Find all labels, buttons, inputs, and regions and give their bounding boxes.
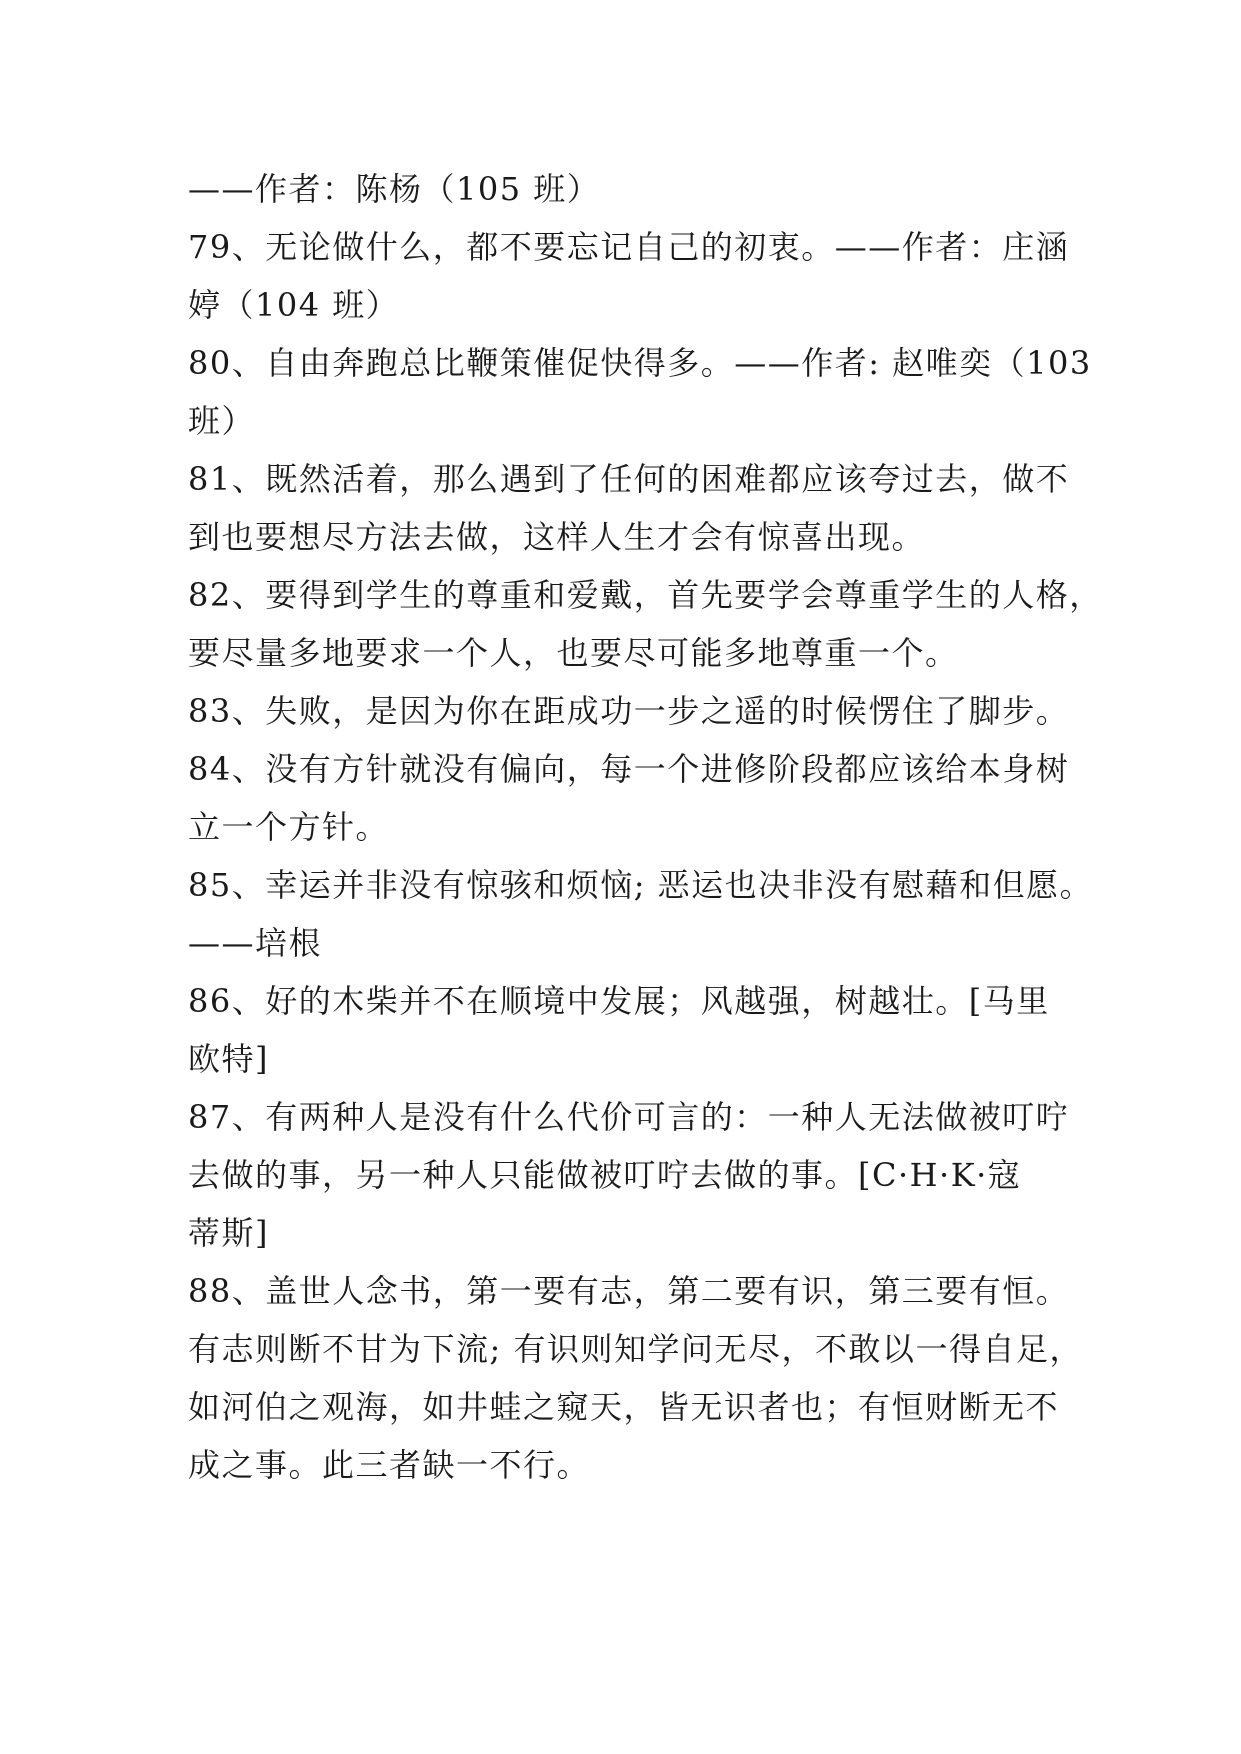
text-line: 84、没有方针就没有偏向，每一个进修阶段都应该给本身树 (188, 750, 1070, 788)
text-line: ——作者：陈杨（105 班） (188, 170, 601, 208)
text-line: 有志则断不甘为下流; 有识则知学问无尽，不敢以一得自足， (188, 1330, 1083, 1368)
text-line: 立一个方针。 (188, 808, 390, 846)
text-line: 83、失败，是因为你在距成功一步之遥的时候愣住了脚步。 (188, 692, 1070, 730)
text-line: 79、无论做什么，都不要忘记自己的初衷。——作者：庄涵 (188, 228, 1070, 266)
text-line: 85、幸运并非没有惊骇和烦恼; 恶运也决非没有慰藉和但愿。 (188, 866, 1094, 904)
text-line: 80、自由奔跑总比鞭策催促快得多。——作者: 赵唯奕（103 (188, 344, 1092, 382)
text-line: 要尽量多地要求一个人，也要尽可能多地尊重一个。 (188, 634, 959, 672)
text-line: ——培根 (188, 924, 323, 962)
text-line: 班） (188, 402, 256, 440)
text-line: 81、既然活着，那么遇到了任何的困难都应该夸过去，做不 (188, 460, 1070, 498)
text-line: 去做的事，另一种人只能做被叮咛去做的事。[C·H·K·寇 (188, 1156, 1022, 1194)
text-line: 87、有两种人是没有什么代价可言的：一种人无法做被叮咛 (188, 1098, 1070, 1136)
text-line: 成之事。此三者缺一不行。 (188, 1446, 591, 1484)
text-line: 蒂斯] (188, 1214, 269, 1252)
text-line: 88、盖世人念书，第一要有志，第二要有识，第三要有恒。 (188, 1272, 1070, 1310)
document-body (188, 160, 1103, 1494)
text-line: 婷（104 班） (188, 286, 400, 324)
text-line: 82、要得到学生的尊重和爱戴，首先要学会尊重学生的人格， (188, 576, 1103, 614)
text-line: 到也要想尽方法去做，这样人生才会有惊喜出现。 (188, 518, 926, 556)
text-line: 如河伯之观海，如井蛙之窥天，皆无识者也；有恒财断无不 (188, 1388, 1060, 1426)
text-line: 86、好的木柴并不在顺境中发展；风越强，树越壮。[马里 (188, 982, 1050, 1020)
text-line: 欧特] (188, 1040, 269, 1078)
